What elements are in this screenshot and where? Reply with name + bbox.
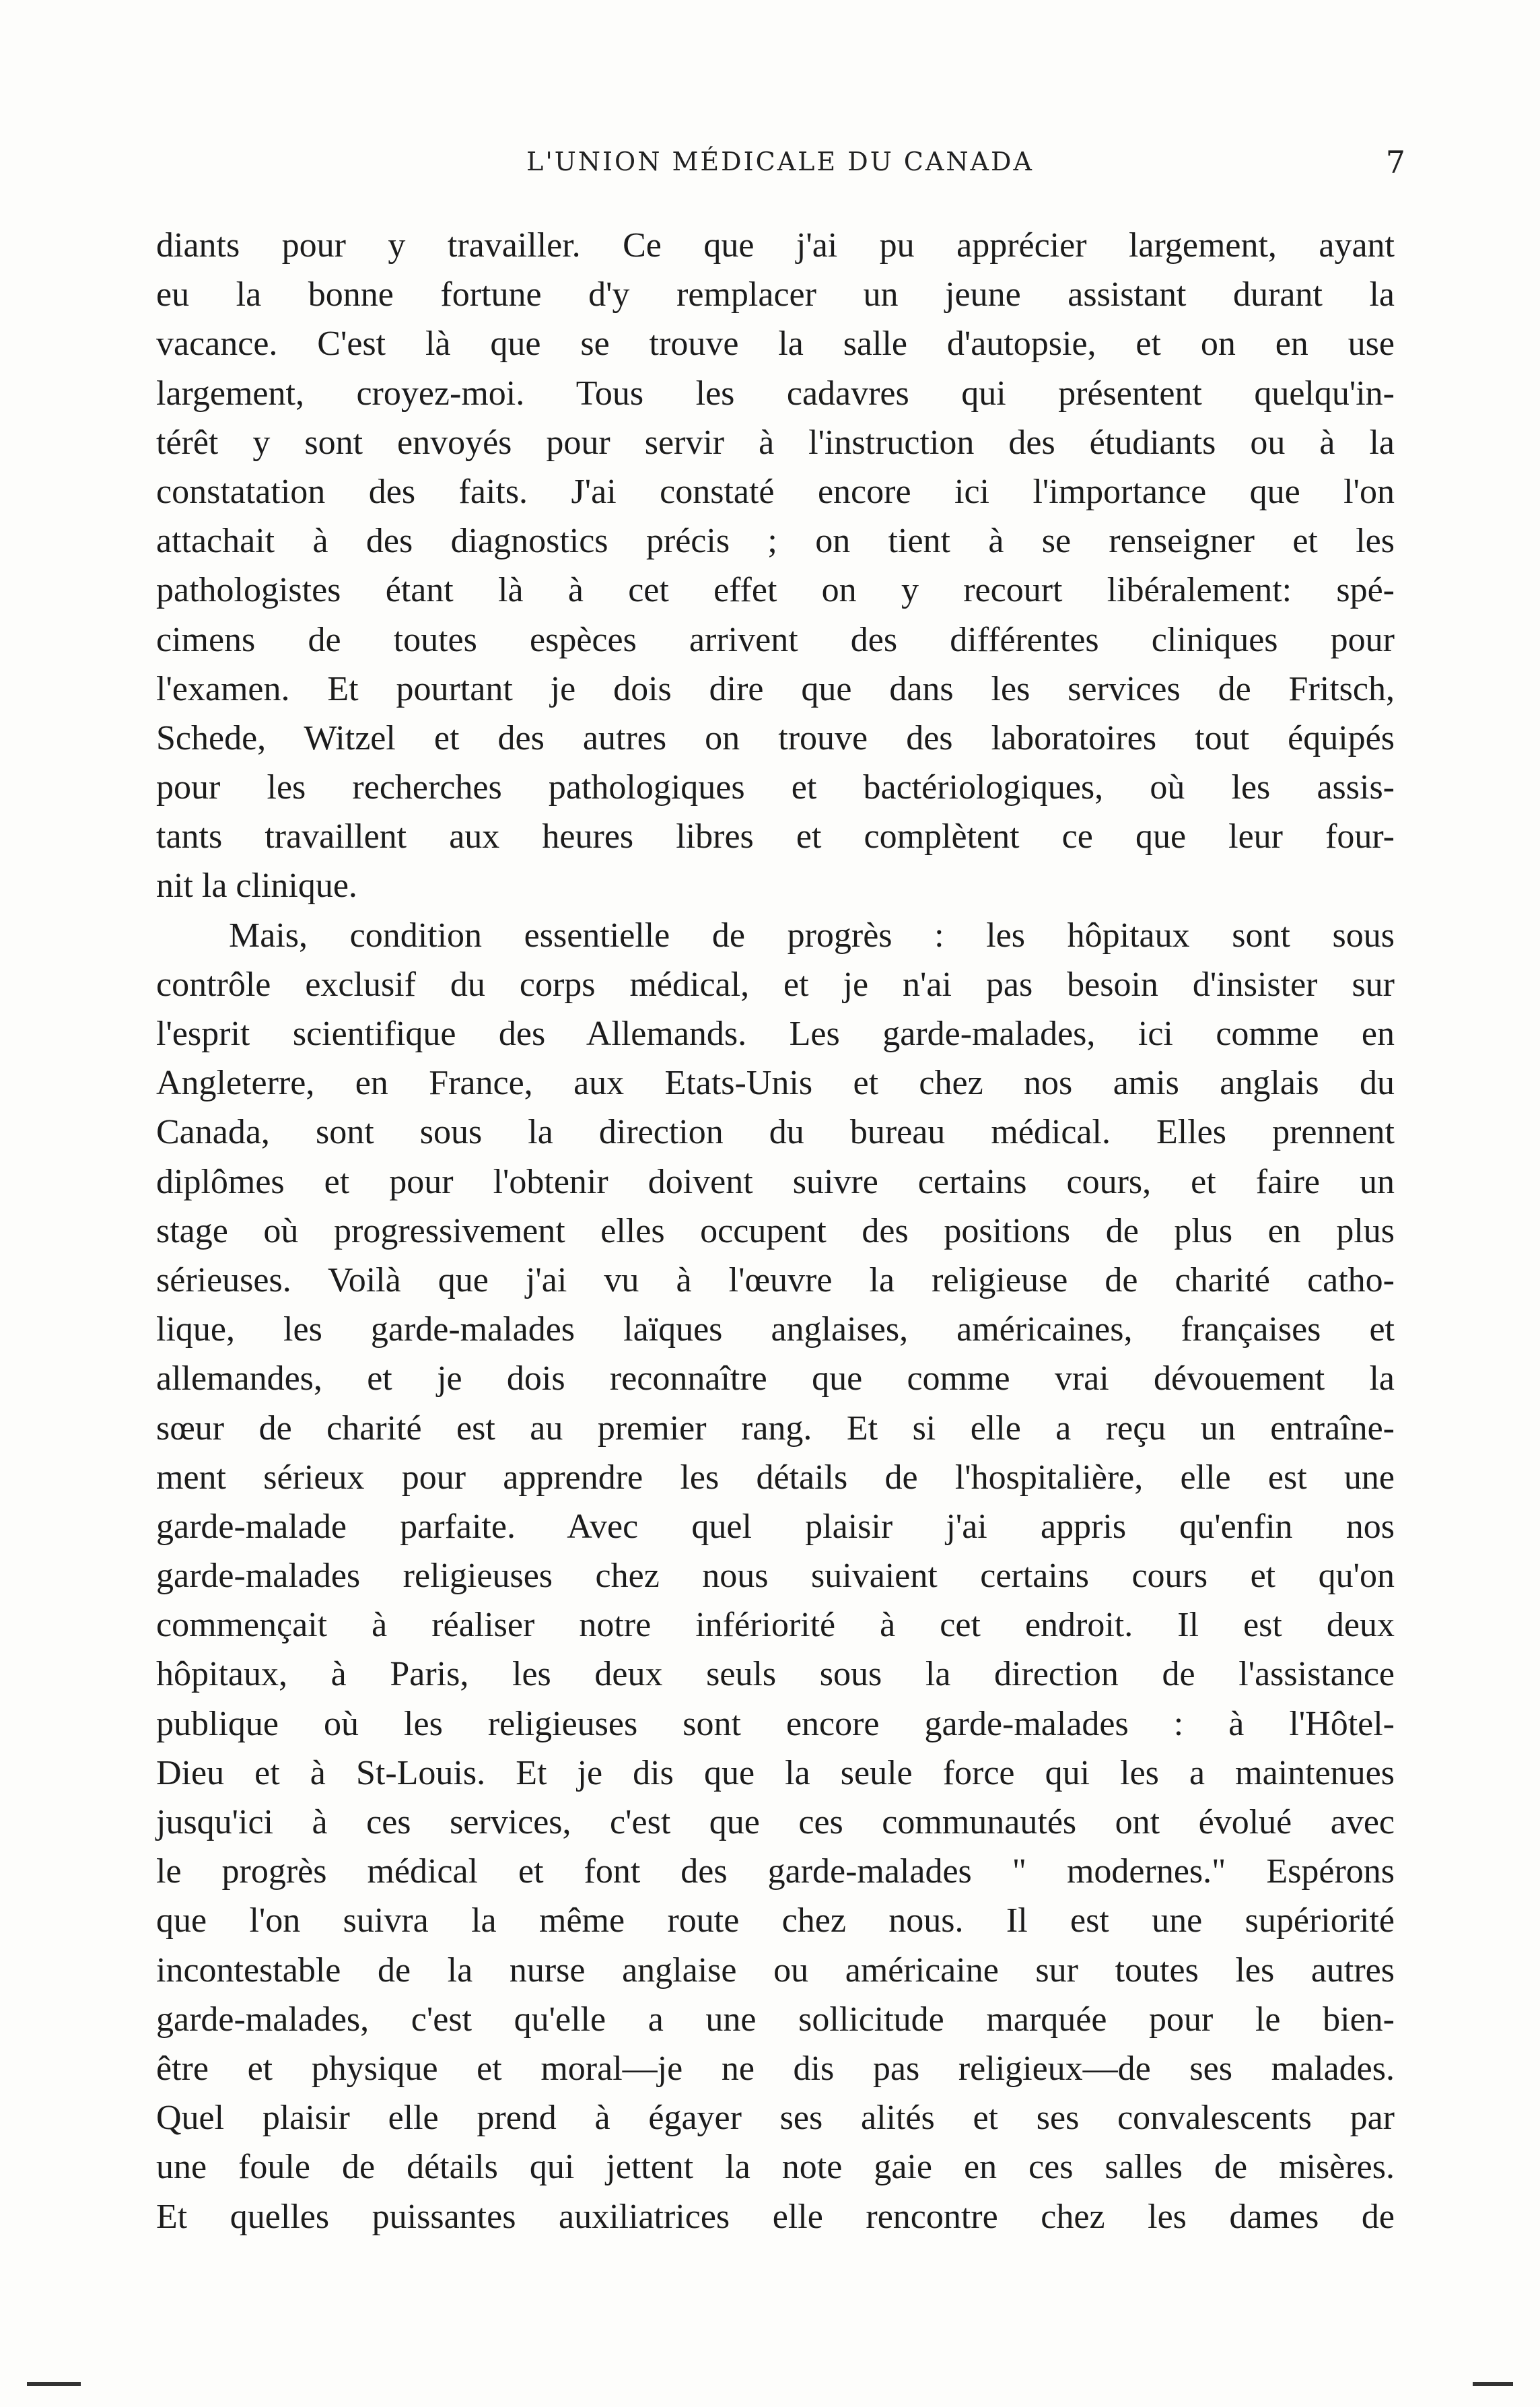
text-line: térêt y sont envoyés pour servir à l'instruction des étudiants ou à la	[156, 423, 1395, 462]
text-line: commençait à réaliser notre infériorité à cet endroit. Il est deux	[156, 1606, 1395, 1645]
text-line: allemandes, et je dois reconnaître que comme vrai dévouement la	[156, 1359, 1395, 1398]
text-line: jusqu'ici à ces services, c'est que ces communautés ont évolué avec	[156, 1803, 1395, 1841]
text-line: Et quelles puissantes auxiliatrices elle rencontre chez les dames de	[156, 2197, 1395, 2236]
text-line: Mais, condition essentielle de progrès : les hôpitaux sont sous	[229, 916, 1395, 955]
text-line: contrôle exclusif du corps médical, et je n'ai pas besoin d'insister sur	[156, 965, 1395, 1004]
text-line: ment sérieux pour apprendre les détails de l'hospitalière, elle est une	[156, 1458, 1395, 1497]
text-line: une foule de détails qui jettent la note gaie en ces salles de misères.	[156, 2148, 1395, 2187]
text-line: le progrès médical et font des garde-malades " modernes." Espérons	[156, 1852, 1395, 1891]
text-line: garde-malades religieuses chez nous suivaient certains cours et qu'on	[156, 1557, 1395, 1596]
text-line: pour les recherches pathologiques et bactériologiques, où les assis-	[156, 768, 1395, 807]
text-line: Angleterre, en France, aux Etats-Unis et chez nos amis anglais du	[156, 1064, 1395, 1103]
text-line: l'examen. Et pourtant je dois dire que dans les services de Fritsch,	[156, 669, 1395, 708]
text-line: attachait à des diagnostics précis ; on tient à se renseigner et les	[156, 522, 1395, 561]
text-line: l'esprit scientifique des Allemands. Les garde-malades, ici comme en	[156, 1015, 1395, 1053]
page-edge-mark	[1473, 2382, 1513, 2386]
text-line: hôpitaux, à Paris, les deux seuls sous la direction de l'assistance	[156, 1655, 1395, 1694]
text-line: vacance. C'est là que se trouve la salle d'autopsie, et on en use	[156, 325, 1395, 364]
text-line: Schede, Witzel et des autres on trouve des laboratoires tout équipés	[156, 718, 1395, 757]
text-line: être et physique et moral—je ne dis pas religieux—de ses malades.	[156, 2049, 1395, 2088]
text-line: lique, les garde-malades laïques anglaises, américaines, françaises et	[156, 1310, 1395, 1349]
text-line: garde-malades, c'est qu'elle a une sollicitude marquée pour le bien-	[156, 2000, 1395, 2039]
text-line: nit la clinique.	[156, 867, 357, 906]
text-line: incontestable de la nurse anglaise ou américaine sur toutes les autres	[156, 1951, 1395, 1990]
text-line: diplômes et pour l'obtenir doivent suivre certains cours, et faire un	[156, 1162, 1395, 1201]
text-line: garde-malade parfaite. Avec quel plaisir j'ai appris qu'enfin nos	[156, 1507, 1395, 1546]
text-line: cimens de toutes espèces arrivent des différentes cliniques pour	[156, 620, 1395, 659]
text-line: que l'on suivra la même route chez nous. Il est une supériorité	[156, 1901, 1395, 1940]
text-line: sœur de charité est au premier rang. Et si elle a reçu un entraîne-	[156, 1409, 1395, 1448]
running-title: L'UNION MÉDICALE DU CANADA	[526, 147, 1034, 176]
text-line: largement, croyez-moi. Tous les cadavres qui présentent quelqu'in-	[156, 374, 1395, 413]
text-line: Dieu et à St-Louis. Et je dis que la seule force qui les a maintenues	[156, 1753, 1395, 1792]
text-line: Canada, sont sous la direction du bureau médical. Elles prennent	[156, 1113, 1395, 1152]
text-line: constatation des faits. J'ai constaté encore ici l'importance que l'on	[156, 472, 1395, 511]
body-text	[156, 221, 1395, 2241]
text-line: eu la bonne fortune d'y remplacer un jeune assistant durant la	[156, 275, 1395, 314]
text-line: tants travaillent aux heures libres et complètent ce que leur four-	[156, 817, 1395, 856]
text-line: sérieuses. Voilà que j'ai vu à l'œuvre la religieuse de charité catho-	[156, 1260, 1395, 1299]
text-line: Quel plaisir elle prend à égayer ses alités et ses convalescents par	[156, 2099, 1395, 2138]
page-number: 7	[1385, 144, 1405, 180]
text-line: diants pour y travailler. Ce que j'ai pu apprécier largement, ayant	[156, 226, 1395, 265]
page-edge-mark	[27, 2382, 81, 2386]
text-line: publique où les religieuses sont encore garde-malades : à l'Hôtel-	[156, 1704, 1395, 1743]
text-line: stage où progressivement elles occupent des positions de plus en plus	[156, 1211, 1395, 1250]
running-head	[155, 144, 1405, 187]
text-line: pathologistes étant là à cet effet on y recourt libéralement: spé-	[156, 571, 1395, 610]
